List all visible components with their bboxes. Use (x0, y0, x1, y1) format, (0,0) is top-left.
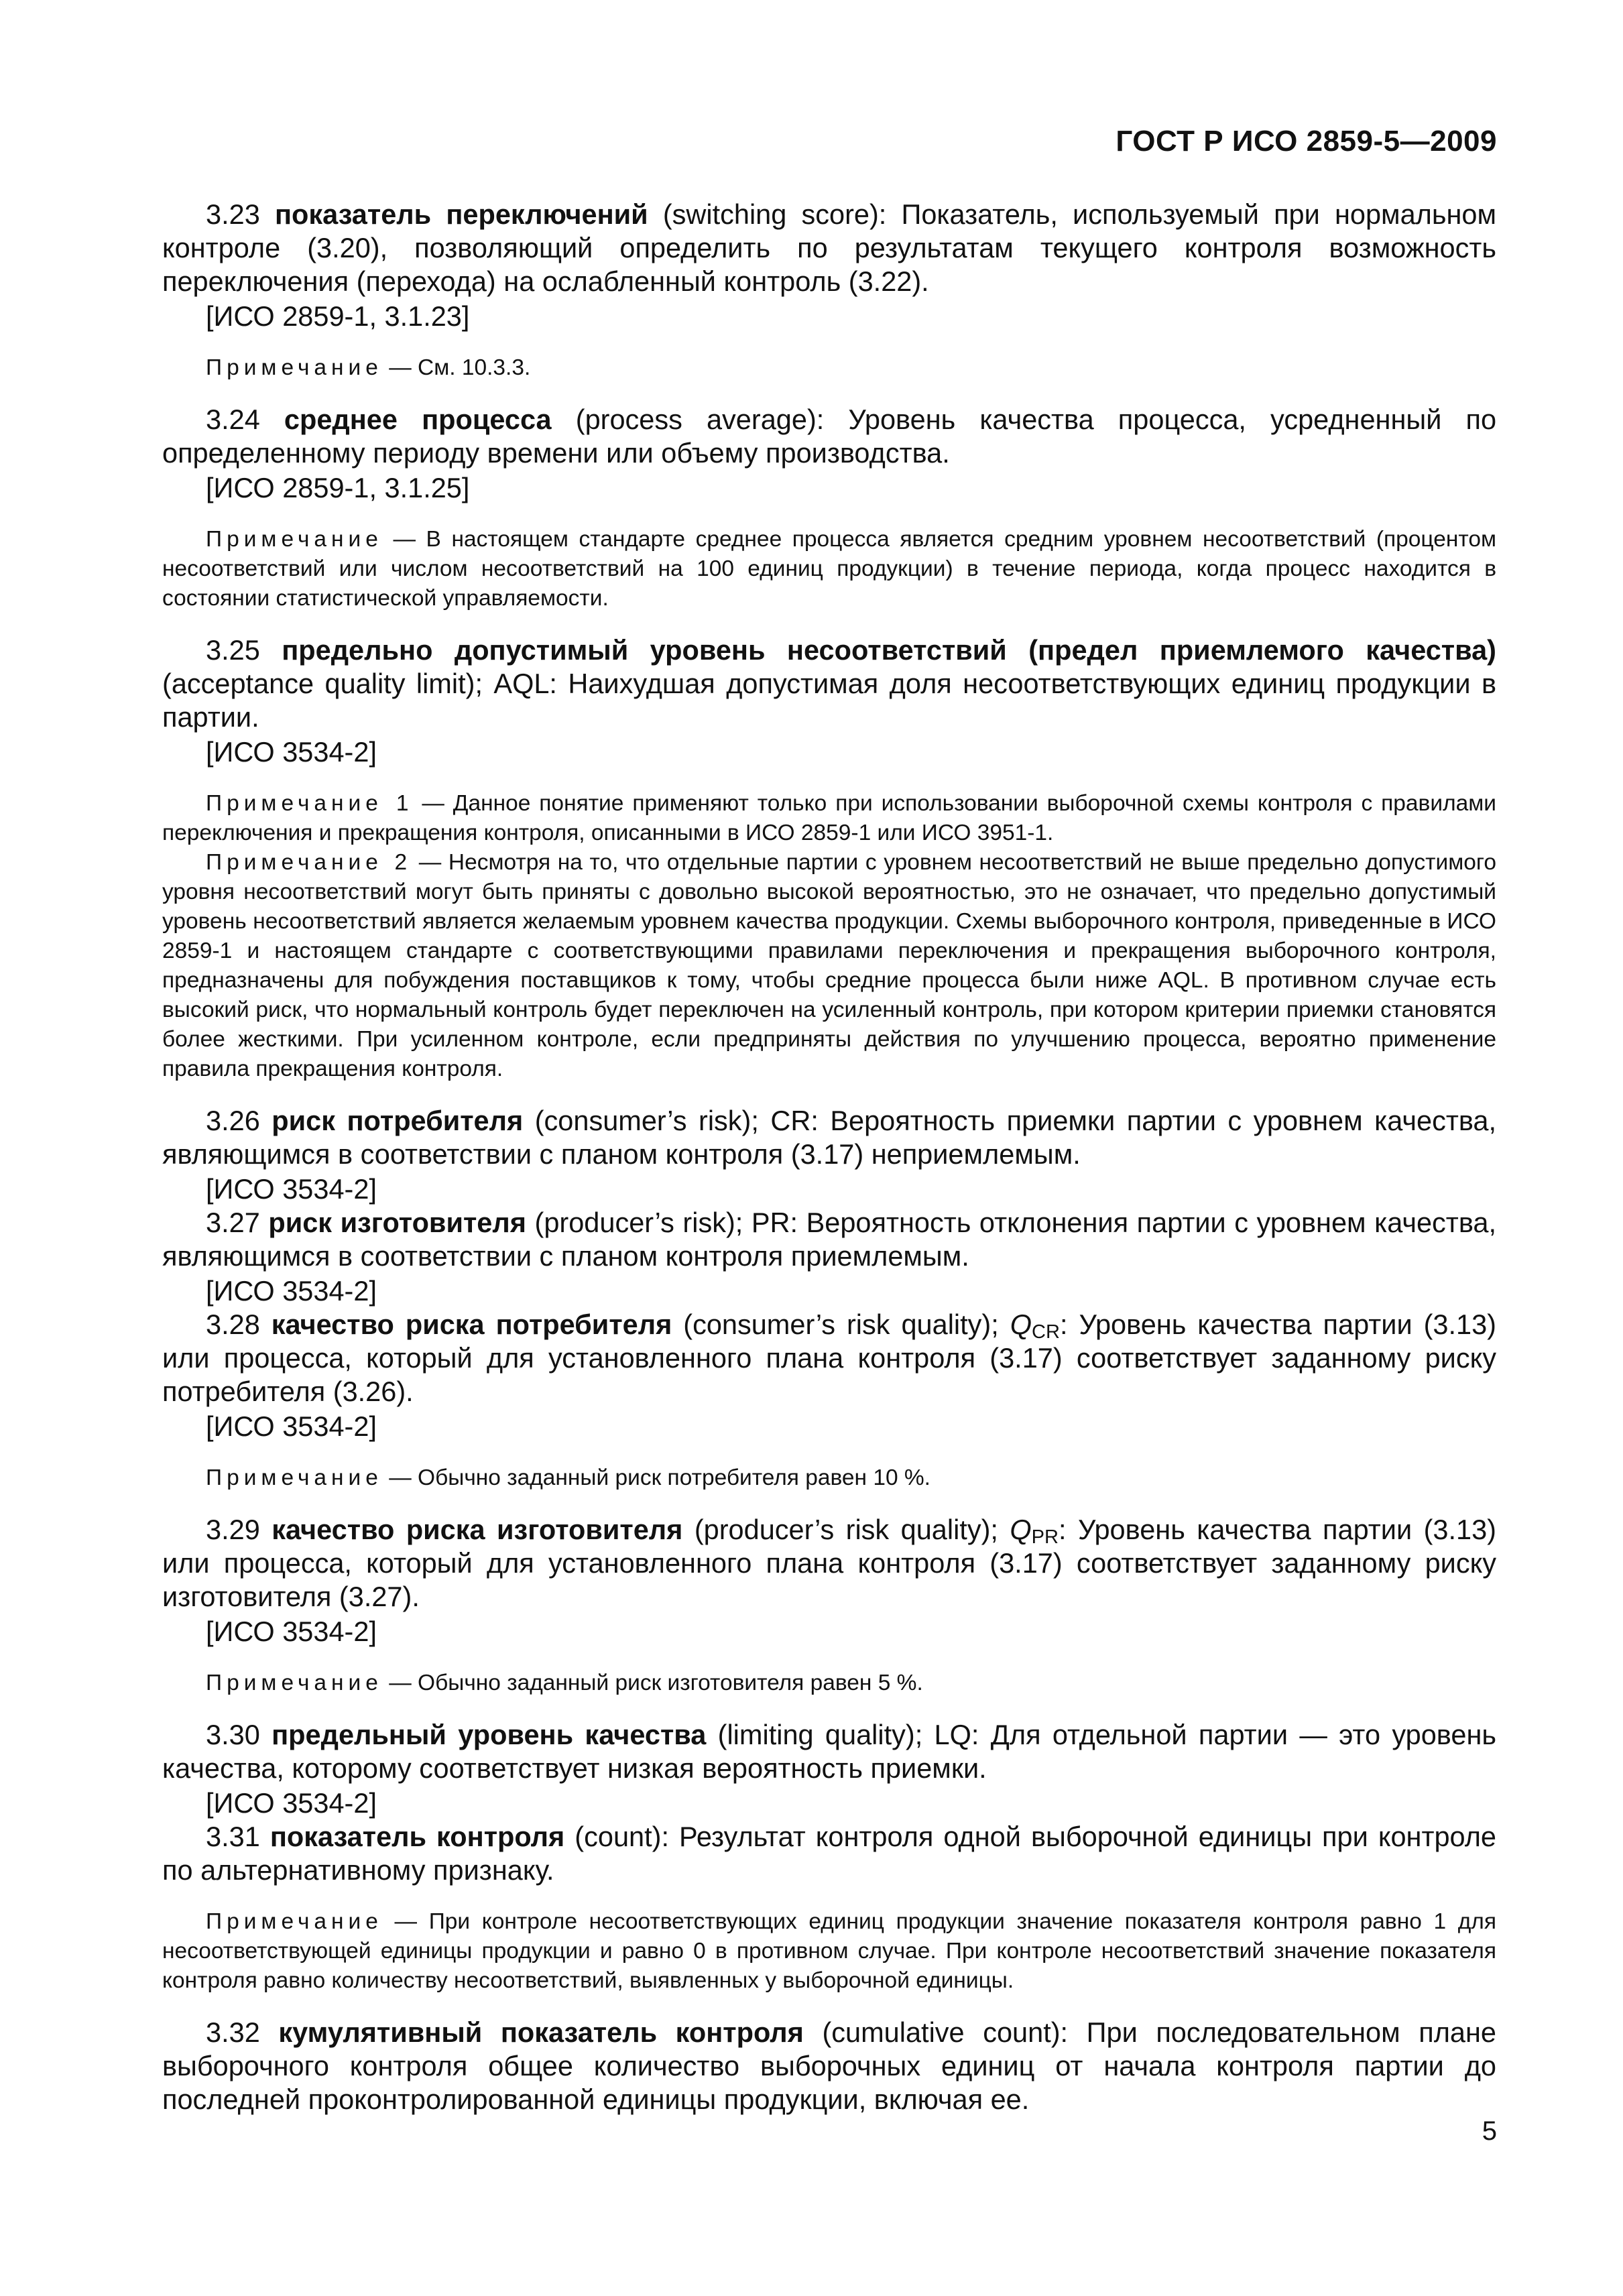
term-3-26 (162, 1104, 1496, 1171)
note-label: Примечание (206, 1671, 383, 1695)
term-source: [ИСО 2859-1, 3.1.23] (206, 300, 470, 332)
term-3-23 (162, 198, 1496, 298)
term-symbol-subscript: CR (1032, 1321, 1060, 1343)
term-number: 3.23 (206, 198, 260, 230)
term-name: риск потребителя (272, 1105, 524, 1136)
term-source: [ИСО 3534-2] (206, 1410, 377, 1442)
term-3-28 (162, 1308, 1496, 1408)
term-number: 3.27 (206, 1207, 260, 1238)
note-text: — В настоящем стандарте среднее процесса является средним уровнем несоответствий (процентом несоответствий или числом несоответствий на 100 единиц продукции) в течение периода, когда процесс находится в состоянии статистической управляемости. (162, 527, 1496, 611)
term-name: риск изготовителя (268, 1207, 526, 1238)
note-text: — См. 10.3.3. (382, 355, 531, 380)
note-2 (162, 848, 1496, 1084)
term-number: 3.24 (206, 404, 260, 435)
page-number: 5 (1482, 2116, 1497, 2146)
note-label: Примечание 1 (206, 791, 414, 816)
term-number: 3.28 (206, 1309, 260, 1340)
term-name: показатель переключений (274, 198, 648, 230)
term-symbol-subscript: PR (1031, 1526, 1059, 1548)
document-number: ГОСТ Р ИСО 2859-5—2009 (1116, 125, 1497, 158)
note-text: — При контроле несоответствующих единиц продукции значение показателя контроля равно 1 для несоответствующей единицы продукции и равно 0 в противном случае. При контроле несоответствий значение показателя контроля равно количеству несоответствий, выявленных у выборочной единицы. (162, 1909, 1496, 1993)
term-3-24 (162, 403, 1496, 470)
note-label: Примечание (206, 527, 383, 552)
note-1 (162, 789, 1496, 848)
term-number: 3.31 (206, 1821, 260, 1852)
term-definition-end: : Уровень качества партии (3.13) или процесса, который для установленного плана контроля (3.17) соответствует заданному риску изготовителя (3.27). (162, 1514, 1496, 1612)
note-label: Примечание 2 (206, 850, 412, 875)
term-3-32 (162, 2016, 1496, 2116)
term-definition-start: (consumer’s risk quality); (683, 1309, 1010, 1340)
term-number: 3.25 (206, 634, 260, 666)
term-source: [ИСО 3534-2] (206, 736, 377, 768)
term-source: [ИСО 3534-2] (206, 1173, 377, 1205)
term-3-31 (162, 1820, 1496, 1887)
term-definition-end: : Уровень качества партии (3.13) или процесса, который для установленного плана контроля (3.17) соответствует заданному риску потребителя (3.26). (162, 1309, 1497, 1407)
term-definition: (consumer’s risk); CR: Вероятность приемки партии с уровнем качества, являющимся в соответствии с планом контроля (3.17) неприемлемым. (162, 1105, 1497, 1170)
term-3-25 (162, 633, 1496, 734)
term-definition-start: (producer’s risk quality); (694, 1514, 1010, 1545)
term-definition: (count): Результат контроля одной выборочной единицы при контроле по альтернативному признаку. (162, 1821, 1496, 1886)
term-number: 3.30 (206, 1719, 260, 1750)
note-text: — Несмотря на то, что отдельные партии с уровнем несоответствий не выше предельно допустимого уровня несоответствий могут быть приняты с довольно высокой вероятностью, это не означает, что предельно допустимый уровень несоответствий является желаемым уровнем качества продукции. Схемы выборочного контроля, приведенные в ИСО 2859-1 и настоящем стандарте с соответствующими правилами переключения и прекращения выборочного контроля, предназначены для побуждения поставщиков к тому, чтобы средние процесса были ниже AQL. В противном случае есть высокий риск, что нормальный контроль будет переключен на усиленный контроль, при котором критерии приемки становятся более жесткими. При усиленном контроле, если предприняты действия по улучшению процесса, вероятно применение правила прекращения контроля. (162, 850, 1496, 1081)
note (162, 525, 1496, 613)
term-number: 3.29 (206, 1514, 260, 1545)
term-source: [ИСО 2859-1, 3.1.25] (206, 472, 470, 503)
term-symbol: Q (1010, 1514, 1032, 1545)
note-text: — Обычно заданный риск изготовителя равен 5 %. (382, 1671, 923, 1695)
term-name: кумулятивный показатель контроля (278, 2016, 804, 2048)
note (162, 1669, 1496, 1698)
term-source: [ИСО 3534-2] (206, 1275, 377, 1307)
note (162, 1907, 1496, 1996)
term-name: качество риска потребителя (271, 1309, 672, 1340)
page-content (162, 198, 1496, 2116)
term-name: среднее процесса (284, 404, 552, 435)
term-name: предельно допустимый уровень несоответствий (предел приемлемого качества) (282, 634, 1496, 666)
note (162, 1463, 1496, 1493)
term-3-29 (162, 1513, 1496, 1614)
term-3-30 (162, 1718, 1496, 1785)
term-definition: (limiting quality); LQ: Для отдельной партии — это уровень качества, которому соответствует низкая вероятность приемки. (162, 1719, 1497, 1784)
term-name: показатель контроля (269, 1821, 565, 1852)
term-name: предельный уровень качества (272, 1719, 707, 1750)
note-text: — Данное понятие применяют только при использовании выборочной схемы контроля с правилами переключения и прекращения контроля, описанными в ИСО 2859-1 или ИСО 3951-1. (162, 791, 1496, 845)
note-label: Примечание (206, 1909, 383, 1934)
term-symbol: Q (1010, 1309, 1032, 1340)
term-source: [ИСО 3534-2] (206, 1616, 377, 1647)
note-label: Примечание (206, 355, 383, 380)
term-definition: (cumulative count): При последовательном плане выборочного контроля общее количество выборочных единиц от начала контроля партии до последней проконтролированной единицы продукции, включая ее. (162, 2016, 1497, 2115)
term-name: качество риска изготовителя (272, 1514, 683, 1545)
term-definition: (switching score): Показатель, используемый при нормальном контроле (3.20), позволяющий определить по результатам текущего контроля возможность переключения (перехода) на ослабленный контроль (3.22). (162, 198, 1497, 297)
term-number: 3.26 (206, 1105, 260, 1136)
term-definition: (process average): Уровень качества процесса, усредненный по определенному периоду времени или объему производства. (162, 404, 1497, 469)
term-definition: (producer’s risk); PR: Вероятность отклонения партии с уровнем качества, являющимся в соответствии с планом контроля приемлемым. (162, 1207, 1497, 1272)
term-number: 3.32 (206, 2016, 260, 2048)
term-source: [ИСО 3534-2] (206, 1787, 377, 1819)
note-label: Примечание (206, 1465, 383, 1490)
note (162, 353, 1496, 383)
term-3-27 (162, 1206, 1496, 1273)
note-text: — Обычно заданный риск потребителя равен 10 %. (382, 1465, 930, 1490)
term-definition: (acceptance quality limit); AQL: Наихудшая допустимая доля несоответствующих единиц продукции в партии. (162, 668, 1496, 733)
